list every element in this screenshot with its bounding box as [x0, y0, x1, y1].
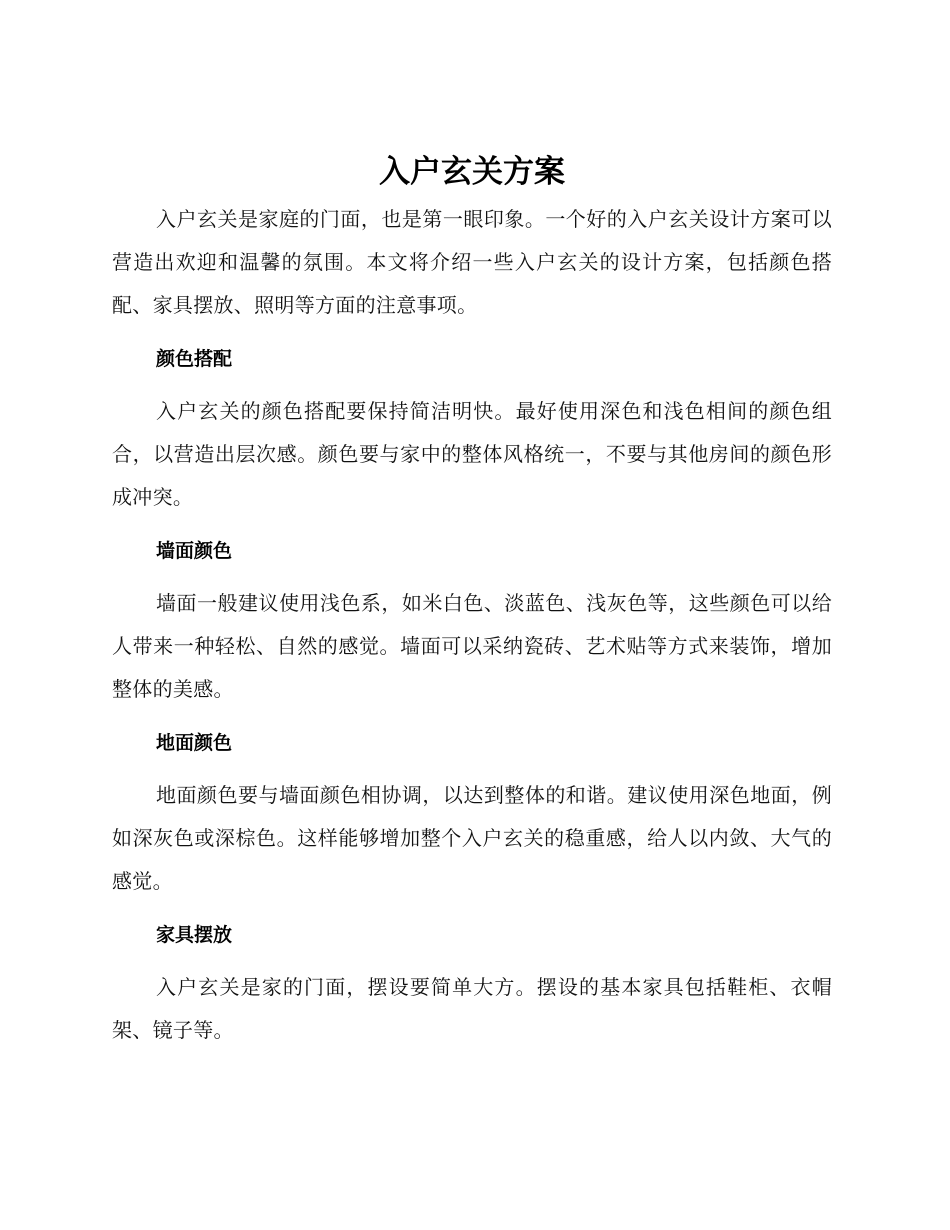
section-paragraph-furniture: 入户玄关是家的门面，摆设要简单大方。摆设的基本家具包括鞋柜、衣帽架、镜子等。 [112, 975, 832, 1042]
section-paragraph-floor-color: 地面颜色要与墙面颜色相协调，以达到整体的和谐。建议使用深色地面，例如深灰色或深棕色。这样能够增加整个入户玄关的稳重感，给人以内敛、大气的感觉。 [112, 783, 832, 893]
section-heading-wall-color: 墙面颜色 [156, 540, 233, 562]
section-heading-furniture: 家具摆放 [156, 924, 233, 946]
section-paragraph-color-matching: 入户玄关的颜色搭配要保持简洁明快。最好使用深色和浅色相间的颜色组合，以营造出层次感。颜色要与家中的整体风格统一，不要与其他房间的颜色形成冲突。 [112, 399, 832, 509]
document-body [112, 150, 832, 1052]
section-paragraph-wall-color: 墙面一般建议使用浅色系，如米白色、淡蓝色、浅灰色等，这些颜色可以给人带来一种轻松、自然的感觉。墙面可以采纳瓷砖、艺术贴等方式来装饰，增加整体的美感。 [112, 591, 832, 701]
intro-paragraph: 入户玄关是家庭的门面，也是第一眼印象。一个好的入户玄关设计方案可以营造出欢迎和温馨的氛围。本文将介绍一些入户玄关的设计方案，包括颜色搭配、家具摆放、照明等方面的注意事项。 [112, 207, 832, 317]
document-title: 入户玄关方案 [379, 154, 565, 190]
section-heading-floor-color: 地面颜色 [156, 732, 233, 754]
section-heading-color-matching: 颜色搭配 [156, 348, 233, 370]
